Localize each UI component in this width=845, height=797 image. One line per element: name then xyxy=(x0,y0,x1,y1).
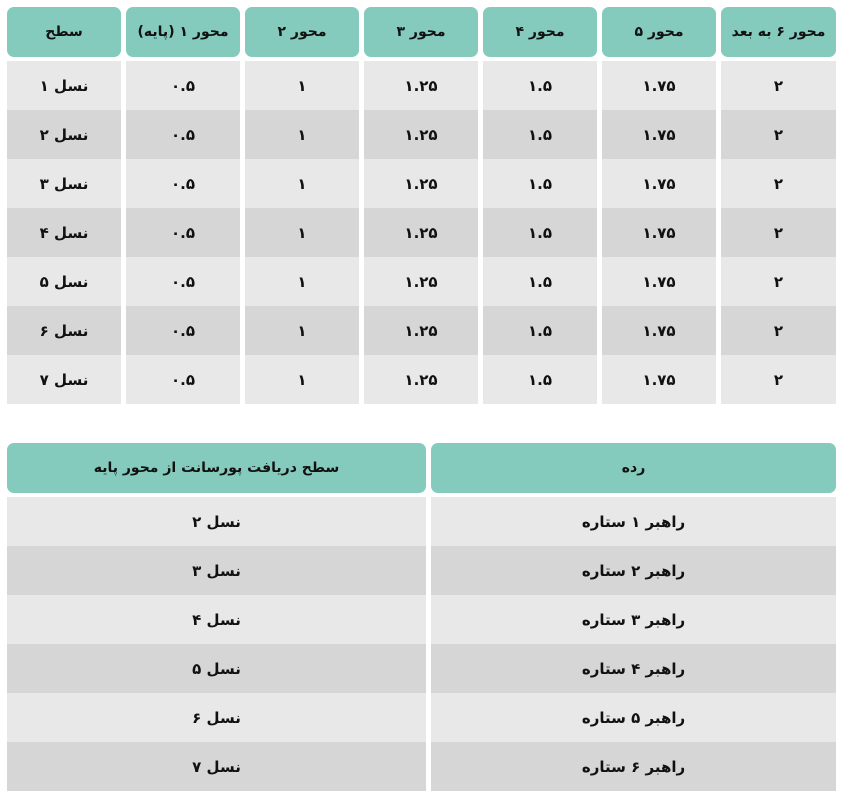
table-row xyxy=(7,306,836,355)
cell-rank: راهبر ۱ ستاره xyxy=(431,497,836,546)
cell-axis-3: ۱.۲۵ xyxy=(364,257,478,306)
cell-axis-5: ۱.۷۵ xyxy=(602,257,716,306)
header-axis-4: محور ۴ xyxy=(483,7,597,57)
cell-axis-6-plus: ۲ xyxy=(721,110,836,159)
header-level: سطح xyxy=(7,7,121,57)
rank-commission-table xyxy=(7,443,836,791)
cell-axis-2: ۱ xyxy=(245,110,359,159)
header-commission-level: سطح دریافت پورسانت از محور پایه xyxy=(7,443,426,493)
header-rank: رده xyxy=(431,443,836,493)
cell-axis-5: ۱.۷۵ xyxy=(602,306,716,355)
cell-axis-1: ۰.۵ xyxy=(126,257,240,306)
cell-rank: راهبر ۴ ستاره xyxy=(431,644,836,693)
cell-axis-4: ۱.۵ xyxy=(483,208,597,257)
cell-axis-5: ۱.۷۵ xyxy=(602,355,716,404)
header-axis-2: محور ۲ xyxy=(245,7,359,57)
cell-axis-2: ۱ xyxy=(245,257,359,306)
cell-axis-6-plus: ۲ xyxy=(721,208,836,257)
cell-axis-2: ۱ xyxy=(245,159,359,208)
cell-level: نسل ۱ xyxy=(7,61,121,110)
cell-level: نسل ۶ xyxy=(7,306,121,355)
cell-axis-1: ۰.۵ xyxy=(126,208,240,257)
header-axis-3: محور ۳ xyxy=(364,7,478,57)
table-row xyxy=(7,257,836,306)
cell-axis-1: ۰.۵ xyxy=(126,355,240,404)
table-row xyxy=(7,742,836,791)
cell-commission-level: نسل ۷ xyxy=(7,742,426,791)
cell-commission-level: نسل ۶ xyxy=(7,693,426,742)
cell-axis-4: ۱.۵ xyxy=(483,110,597,159)
cell-axis-5: ۱.۷۵ xyxy=(602,208,716,257)
table-row xyxy=(7,110,836,159)
cell-axis-6-plus: ۲ xyxy=(721,355,836,404)
table-header-row xyxy=(7,7,836,57)
header-axis-6-plus: محور ۶ به بعد xyxy=(721,7,836,57)
header-axis-1: محور ۱ (پایه) xyxy=(126,7,240,57)
cell-axis-4: ۱.۵ xyxy=(483,257,597,306)
cell-commission-level: نسل ۴ xyxy=(7,595,426,644)
cell-axis-2: ۱ xyxy=(245,208,359,257)
cell-axis-4: ۱.۵ xyxy=(483,355,597,404)
cell-axis-3: ۱.۲۵ xyxy=(364,61,478,110)
cell-axis-3: ۱.۲۵ xyxy=(364,306,478,355)
cell-axis-6-plus: ۲ xyxy=(721,306,836,355)
table-row xyxy=(7,61,836,110)
table-row xyxy=(7,595,836,644)
table-row xyxy=(7,355,836,404)
cell-axis-4: ۱.۵ xyxy=(483,306,597,355)
cell-level: نسل ۲ xyxy=(7,110,121,159)
cell-rank: راهبر ۵ ستاره xyxy=(431,693,836,742)
cell-axis-6-plus: ۲ xyxy=(721,61,836,110)
cell-level: نسل ۳ xyxy=(7,159,121,208)
cell-axis-3: ۱.۲۵ xyxy=(364,355,478,404)
cell-axis-6-plus: ۲ xyxy=(721,257,836,306)
cell-axis-1: ۰.۵ xyxy=(126,159,240,208)
table-row xyxy=(7,159,836,208)
cell-axis-3: ۱.۲۵ xyxy=(364,208,478,257)
cell-commission-level: نسل ۲ xyxy=(7,497,426,546)
cell-axis-3: ۱.۲۵ xyxy=(364,159,478,208)
cell-axis-2: ۱ xyxy=(245,355,359,404)
cell-commission-level: نسل ۵ xyxy=(7,644,426,693)
table-row xyxy=(7,546,836,595)
cell-axis-1: ۰.۵ xyxy=(126,61,240,110)
table-row xyxy=(7,208,836,257)
cell-axis-5: ۱.۷۵ xyxy=(602,110,716,159)
cell-axis-5: ۱.۷۵ xyxy=(602,61,716,110)
table-header-row xyxy=(7,443,836,493)
cell-level: نسل ۷ xyxy=(7,355,121,404)
cell-rank: راهبر ۳ ستاره xyxy=(431,595,836,644)
cell-rank: راهبر ۶ ستاره xyxy=(431,742,836,791)
cell-rank: راهبر ۲ ستاره xyxy=(431,546,836,595)
cell-level: نسل ۵ xyxy=(7,257,121,306)
table-row xyxy=(7,693,836,742)
cell-axis-2: ۱ xyxy=(245,306,359,355)
cell-axis-2: ۱ xyxy=(245,61,359,110)
cell-commission-level: نسل ۳ xyxy=(7,546,426,595)
cell-axis-3: ۱.۲۵ xyxy=(364,110,478,159)
cell-axis-6-plus: ۲ xyxy=(721,159,836,208)
table-row xyxy=(7,644,836,693)
table-row xyxy=(7,497,836,546)
cell-axis-4: ۱.۵ xyxy=(483,61,597,110)
cell-axis-1: ۰.۵ xyxy=(126,110,240,159)
header-axis-5: محور ۵ xyxy=(602,7,716,57)
axes-commission-table xyxy=(7,7,836,404)
cell-axis-4: ۱.۵ xyxy=(483,159,597,208)
cell-level: نسل ۴ xyxy=(7,208,121,257)
cell-axis-1: ۰.۵ xyxy=(126,306,240,355)
cell-axis-5: ۱.۷۵ xyxy=(602,159,716,208)
